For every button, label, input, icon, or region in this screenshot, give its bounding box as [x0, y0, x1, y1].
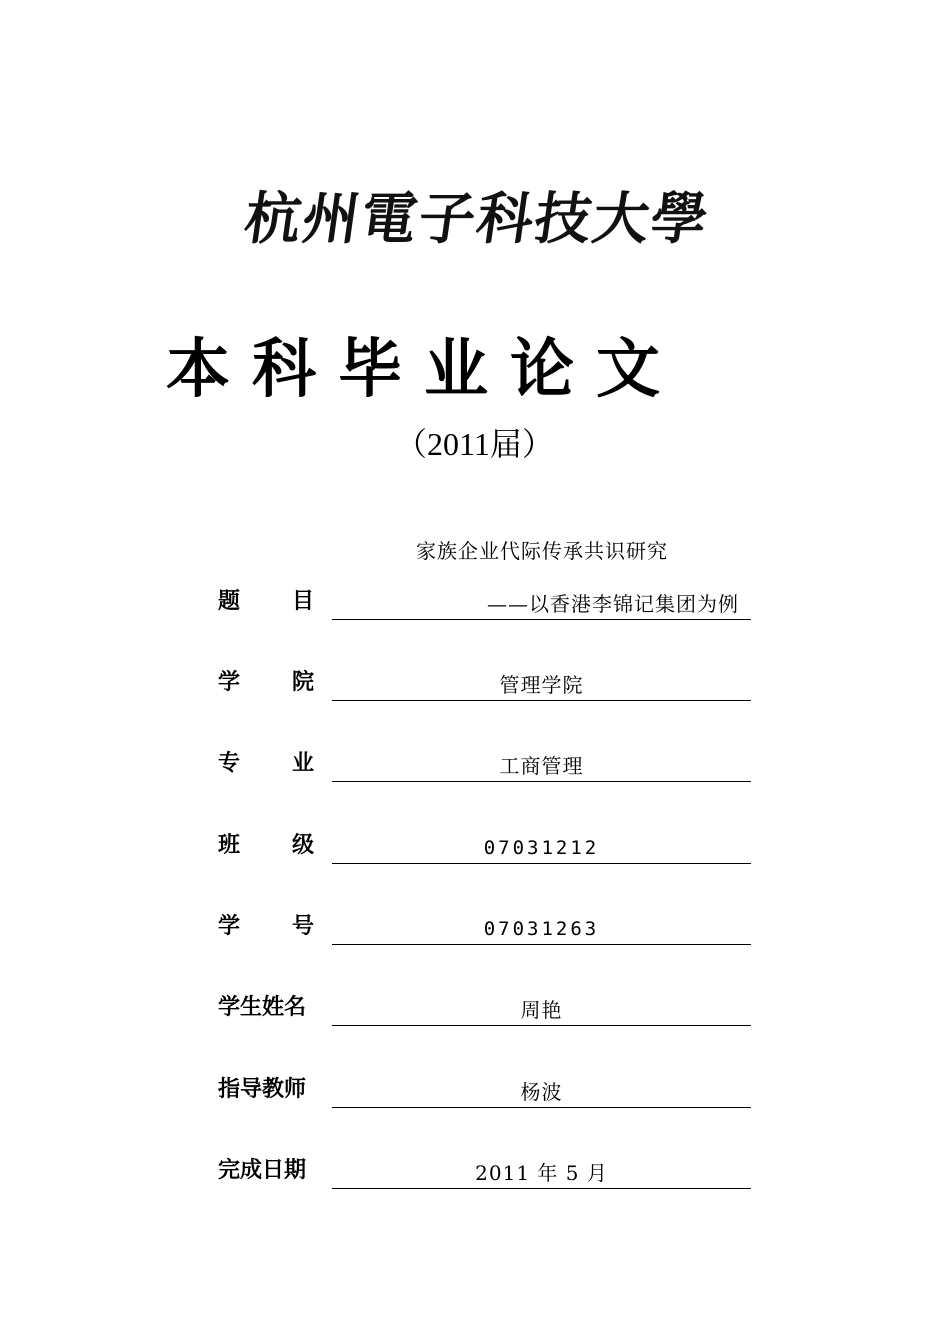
field-value-student-name: 周艳: [332, 988, 751, 1026]
graduation-session: （2011届）: [395, 426, 554, 462]
field-value-advisor: 杨波: [332, 1070, 751, 1108]
thesis-title-line2: ——以香港李锦记集团为例: [332, 582, 751, 620]
field-label-char: 学: [218, 670, 241, 695]
field-row-class: [218, 826, 753, 866]
field-label-char: 级: [291, 833, 314, 858]
field-label-char: 学: [218, 914, 241, 939]
field-row-student-id: [218, 907, 753, 947]
field-value-class: 07031212: [332, 826, 751, 864]
university-logo-calligraphy: 杭州電子科技大學: [240, 186, 714, 252]
thesis-title-line1: 家族企业代际传承共识研究: [416, 539, 668, 563]
field-label-advisor: 指导教师: [218, 1077, 307, 1102]
field-row-college: [218, 663, 753, 703]
field-label-char: 班: [218, 833, 241, 858]
field-label-class: [218, 826, 314, 866]
field-label-completion-date: 完成日期: [218, 1158, 307, 1183]
field-label-student-name: 学生姓名: [218, 995, 307, 1020]
field-label-student-id: [218, 907, 314, 947]
field-label-major: [218, 744, 314, 784]
field-value-completion-date: 2011 年 5 月: [332, 1151, 751, 1189]
field-row-major: [218, 744, 753, 784]
field-label-char: 号: [291, 914, 314, 939]
field-row-student-name: [218, 988, 753, 1028]
field-label-college: [218, 663, 314, 703]
field-value-major: 工商管理: [332, 744, 751, 782]
field-label-title: [218, 582, 314, 622]
field-label-char: 院: [291, 670, 314, 695]
field-label-char: 题: [218, 589, 241, 614]
field-row-title: [218, 582, 753, 622]
field-value-college: 管理学院: [332, 663, 751, 701]
field-label-char: 业: [291, 751, 314, 776]
field-row-advisor: [218, 1070, 753, 1110]
field-label-char: 目: [291, 589, 314, 614]
field-label-char: 专: [218, 751, 241, 776]
document-type-title: 本科毕业论文: [166, 333, 682, 407]
field-value-student-id: 07031263: [332, 907, 751, 945]
field-row-completion-date: [218, 1151, 753, 1191]
